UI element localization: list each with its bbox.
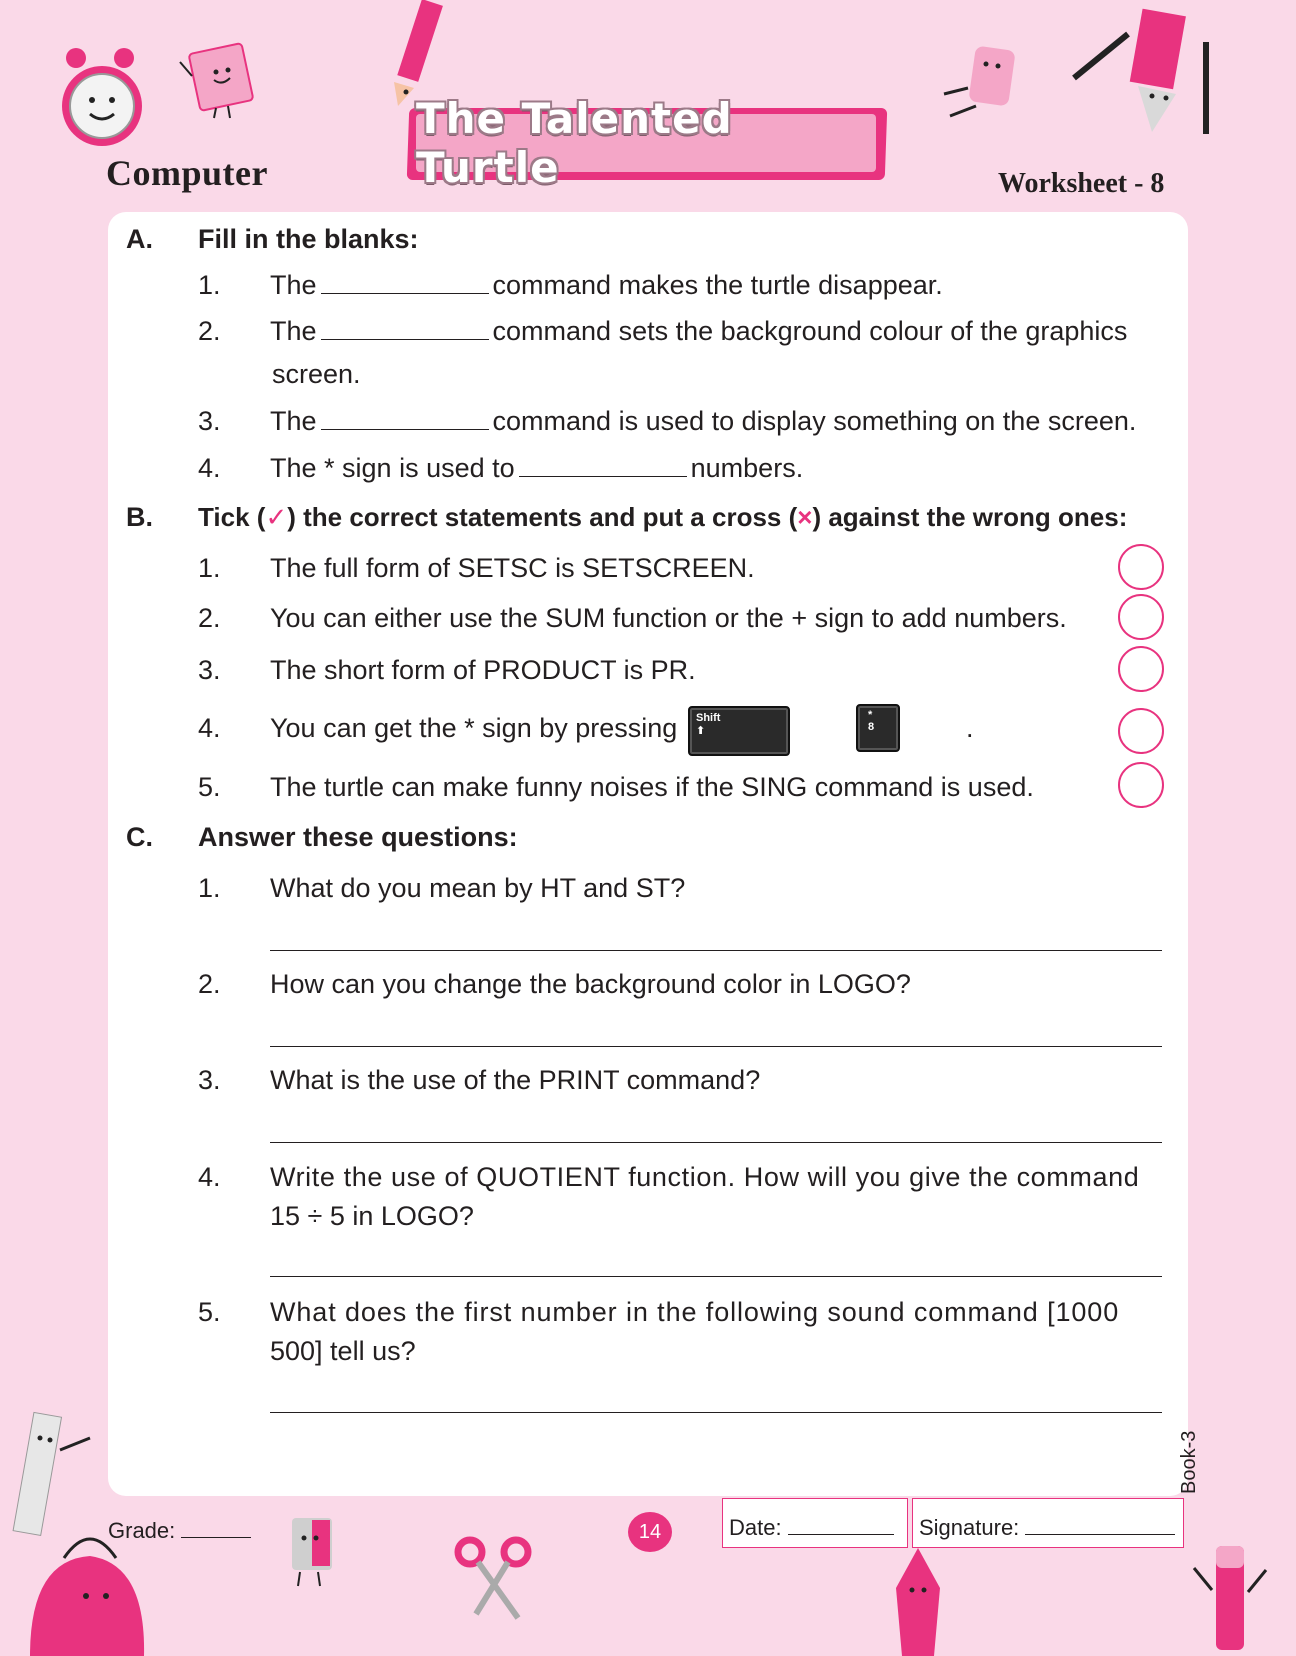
b2-number: 2. (198, 603, 221, 633)
c3-question: What is the use of the PRINT command? (270, 1065, 761, 1095)
b3-statement: The short form of PRODUCT is PR. (270, 655, 696, 685)
c1-answer-line[interactable] (270, 950, 1162, 951)
a1-blank[interactable] (321, 272, 489, 294)
c4-question-line2: 15 ÷ 5 in LOGO? (270, 1201, 474, 1231)
c5-question-line1: What does the first number in the following sound command [1000 (270, 1297, 1120, 1327)
shift-key-label: Shift (696, 712, 721, 724)
grade-blank[interactable] (181, 1520, 251, 1538)
shift-key-icon (688, 706, 790, 756)
a2-number: 2. (198, 316, 221, 346)
notepad-icon (176, 42, 258, 122)
a2-question (270, 316, 1127, 347)
eight-key-star: * (868, 709, 873, 721)
a3-text-after: command is used to display something on the screen. (492, 406, 1137, 436)
shift-key-arrow: ⬆ (696, 725, 706, 737)
c5-number: 5. (198, 1297, 221, 1327)
b5-number: 5. (198, 772, 221, 802)
worksheet-title: The Talented Turtle (416, 114, 876, 172)
a1-question (270, 270, 943, 301)
signature-blank[interactable] (1025, 1517, 1175, 1535)
pen-icon (1072, 8, 1212, 136)
section-b-title-b: ) the correct statements and put a cross ( (287, 502, 798, 532)
section-b-title-c: ) against the wrong ones: (812, 502, 1128, 532)
c5-question-line2: 500] tell us? (270, 1336, 416, 1366)
b4-answer-circle[interactable] (1118, 708, 1164, 754)
signature-field[interactable] (912, 1498, 1184, 1548)
b2-statement: You can either use the SUM function or the + sign to add numbers. (270, 603, 1067, 633)
date-field[interactable] (722, 1498, 908, 1548)
b4-end-period: . (966, 713, 974, 743)
a4-blank[interactable] (519, 455, 687, 477)
b1-number: 1. (198, 553, 221, 583)
c4-answer-line[interactable] (270, 1276, 1162, 1277)
a2-text-after: command sets the background colour of the graphics (492, 316, 1128, 346)
section-a-title: Fill in the blanks: (198, 224, 419, 254)
section-b-title-a: Tick ( (198, 502, 266, 532)
c2-answer-line[interactable] (270, 1046, 1162, 1047)
a4-question (270, 453, 803, 484)
a1-number: 1. (198, 270, 221, 300)
c4-question-line1: Write the use of QUOTIENT function. How will you give the command (270, 1162, 1140, 1192)
sharpener-icon (282, 1516, 344, 1588)
section-a-letter: A. (126, 224, 153, 254)
c2-question: How can you change the background color in LOGO? (270, 969, 911, 999)
book-tag: Book-3 (1178, 1430, 1200, 1494)
a4-text-before: The * sign is used to (270, 453, 515, 483)
tick-mark-icon: ✓ (265, 502, 288, 532)
b5-statement: The turtle can make funny noises if the SING command is used. (270, 772, 1034, 802)
c3-number: 3. (198, 1065, 221, 1095)
a3-text-before: The (270, 406, 317, 436)
date-blank[interactable] (788, 1517, 894, 1535)
marker-icon (1190, 1540, 1270, 1656)
worksheet-number: Worksheet - 8 (998, 168, 1165, 199)
alarm-clock-icon (54, 44, 150, 154)
a2-text-before: The (270, 316, 317, 346)
eraser-icon (940, 44, 1030, 120)
b5-answer-circle[interactable] (1118, 762, 1164, 808)
a1-text-after: command makes the turtle disappear. (492, 270, 943, 300)
a3-blank[interactable] (321, 408, 489, 430)
b1-statement: The full form of SETSC is SETSCREEN. (270, 553, 755, 583)
a3-number: 3. (198, 406, 221, 436)
subject-label: Computer (106, 153, 268, 193)
section-b-letter: B. (126, 502, 153, 532)
c2-number: 2. (198, 969, 221, 999)
c4-number: 4. (198, 1162, 221, 1192)
a3-question (270, 406, 1136, 437)
a2-blank[interactable] (321, 318, 489, 340)
b3-number: 3. (198, 655, 221, 685)
c3-answer-line[interactable] (270, 1142, 1162, 1143)
date-label: Date: (729, 1515, 782, 1540)
section-c-title: Answer these questions: (198, 822, 518, 852)
a2-continuation: screen. (272, 359, 361, 389)
signature-label: Signature: (919, 1515, 1020, 1540)
grade-label: Grade: (108, 1518, 176, 1543)
b3-answer-circle[interactable] (1118, 646, 1164, 692)
section-b-title (198, 502, 1127, 533)
eight-key-digit: 8 (868, 721, 875, 733)
eight-key-icon (856, 704, 900, 752)
page-number-badge: 14 (628, 1512, 672, 1552)
scissors-icon (454, 1534, 536, 1620)
a4-text-after: numbers. (690, 453, 804, 483)
b4-number: 4. (198, 713, 221, 743)
section-c-letter: C. (126, 822, 153, 852)
b4-statement: You can get the * sign by pressing (270, 713, 678, 743)
a4-number: 4. (198, 453, 221, 483)
b2-answer-circle[interactable] (1118, 594, 1164, 640)
a1-text-before: The (270, 270, 317, 300)
c1-question: What do you mean by HT and ST? (270, 873, 686, 903)
cross-mark-icon: × (797, 502, 813, 532)
c1-number: 1. (198, 873, 221, 903)
crayon-icon (884, 1548, 954, 1656)
grade-field[interactable] (108, 1518, 251, 1544)
b1-answer-circle[interactable] (1118, 544, 1164, 590)
c5-answer-line[interactable] (270, 1412, 1162, 1413)
